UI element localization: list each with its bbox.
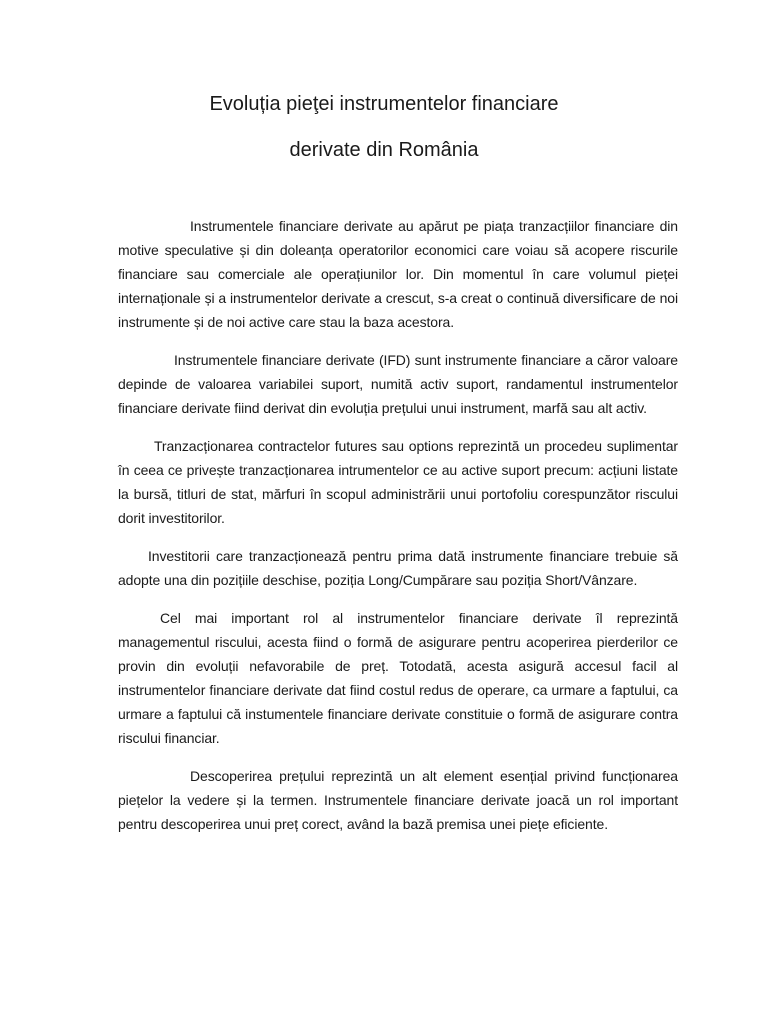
paragraph-2: Instrumentele financiare derivate (IFD) sunt instrumente financiare a căror valoare depinde de valoarea variabilei suport, numită activ suport, randamentul instrumentelor financiare derivate fiind derivat din evoluția prețului unui instrument, marfă sau alt activ.	[118, 352, 678, 416]
paragraph-4: Investitorii care tranzacționează pentru prima dată instrumente financiare trebuie să adopte una din pozițiile deschise, poziția Long/Cumpărare sau poziția Short/Vânzare.	[118, 548, 678, 588]
paragraph-3: Tranzacționarea contractelor futures sau options reprezintă un procedeu suplimentar în ceea ce privește tranzacționarea intrumentelor ce au active suport precum: acțiuni listate la bursă, titluri de stat, mărfuri în scopul administrării unui portofoliu corespunzător riscului dorit investitorilor.	[118, 438, 678, 526]
document-body	[118, 214, 678, 850]
paragraph-1: Instrumentele financiare derivate au apărut pe piața tranzacțiilor financiare din motive speculative și din doleanța operatorilor economici care voiau să acopere riscurile financiare sau comerciale ale operațiunilor lor. Din momentul în care volumul pieței internaționale și a instrumentelor derivate a crescut, s-a creat o continuă diversificare de noi instrumente și de noi active care stau la baza acestora.	[118, 218, 678, 330]
paragraph-6: Descoperirea prețului reprezintă un alt element esențial privind funcționarea piețelor la vedere și la termen. Instrumentele financiare derivate joacă un rol important pentru descoperirea unui preț corect, având la bază premisa unei piețe eficiente.	[118, 768, 678, 832]
document-title	[0, 92, 768, 162]
paragraph-5: Cel mai important rol al instrumentelor financiare derivate îl reprezintă managementul riscului, acesta fiind o formă de asigurare pentru acoperirea pierderilor ce provin din evoluții nefavorabile de preț. Totodată, acesta asigură accesul facil al instrumentelor financiare derivate dat fiind costul redus de operare, ca urmare a faptului, ca urmare a faptului că instumentele financiare derivate constituie o formă de asigurare contra riscului financiar.	[118, 610, 678, 746]
title-line-1: Evoluția pieţei instrumentelor financiare	[209, 93, 559, 115]
title-line-2: derivate din România	[289, 139, 479, 161]
